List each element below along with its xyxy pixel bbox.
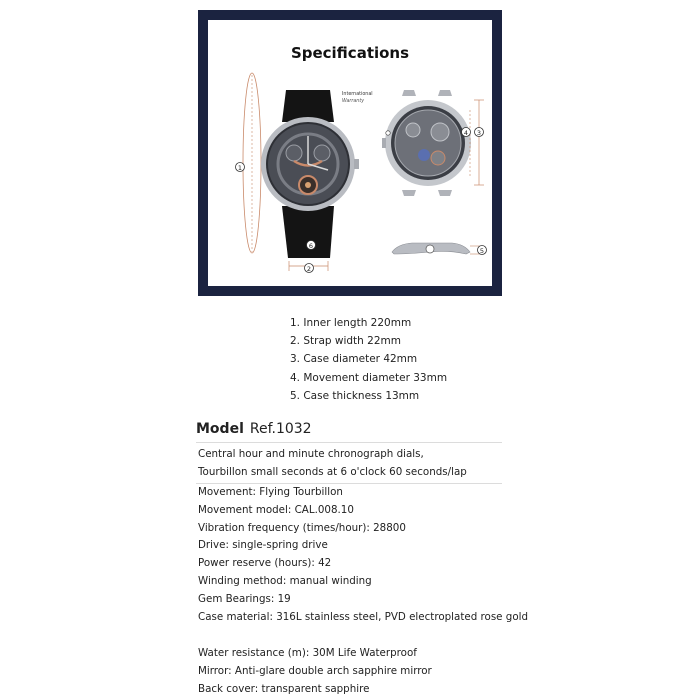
spec-line: Movement: Flying Tourbillon: [198, 486, 343, 498]
spec-line: Water resistance (m): 30M Life Waterproof: [198, 647, 417, 659]
dimension-item: 1. Inner length 220mm: [290, 317, 412, 329]
marker-2-label: 2: [306, 265, 312, 273]
model-label: Model: [196, 421, 244, 437]
spec-line: Winding method: manual winding: [198, 574, 372, 587]
marker-4-dot: [386, 131, 390, 135]
divider: [196, 442, 502, 443]
dimension-item: 2. Strap width 22mm: [290, 335, 401, 348]
model-heading: [196, 421, 312, 437]
spec-line: Back cover: transparent sapphire: [198, 682, 370, 695]
marker-1-label: 1: [237, 164, 243, 172]
watch-diagram: [208, 20, 492, 286]
description-line: Central hour and minute chronograph dials,: [198, 448, 424, 460]
spec-image-frame: [198, 10, 502, 296]
marker-3-label: 3: [476, 129, 482, 137]
spec-list: [198, 484, 528, 626]
strap-bottom: [282, 206, 334, 258]
crown: [354, 159, 359, 169]
dimension-item: 3. Case diameter 42mm: [290, 353, 418, 366]
marker-5-label: 5: [479, 247, 485, 255]
warranty-line2: Warranty: [342, 99, 365, 104]
description-line: Tourbillon small seconds at 6 o'clock 60 seconds/lap: [198, 465, 467, 478]
marker-6-label: 6: [308, 242, 314, 250]
spec-line: Case material: 316L stainless steel, PVD electroplated rose gold: [198, 610, 529, 623]
spec-line: Mirror: Anti-glare double arch sapphire mirror: [198, 664, 432, 677]
specifications-title: Specifications: [290, 44, 410, 62]
model-ref: Ref.1032: [249, 421, 312, 437]
marker-4-label: 4: [463, 129, 469, 137]
spec-line: Movement model: CAL.008.10: [198, 503, 354, 516]
spec-line: Drive: single-spring drive: [198, 539, 328, 552]
spec-list-more: [198, 645, 432, 698]
description-block: [198, 446, 467, 482]
dimension-list: [290, 314, 447, 405]
spec-image-panel: [208, 20, 492, 286]
spec-line: Vibration frequency (times/hour): 28800: [198, 521, 406, 534]
dimension-item: 5. Case thickness 13mm: [290, 389, 420, 402]
spec-line: Gem Bearings: 19: [198, 592, 291, 605]
dimension-item: 4. Movement diameter 33mm: [290, 371, 448, 384]
spec-line: Power reserve (hours): 42: [198, 557, 332, 570]
warranty-line1: International: [342, 92, 373, 97]
